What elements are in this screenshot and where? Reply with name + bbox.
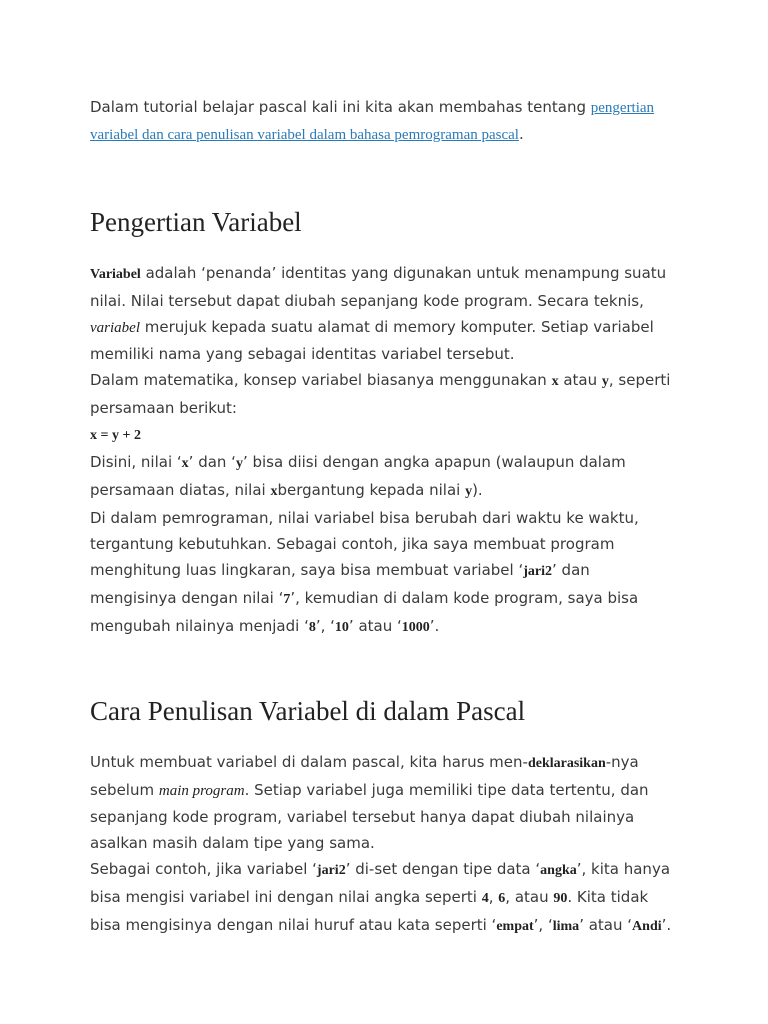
heading-pengertian-variabel: Pengertian Variabel [90, 207, 302, 237]
value-6: 6 [498, 891, 506, 906]
term-variabel: Variabel [90, 267, 141, 282]
text: ’ bisa diisi dengan angka apapun (walaupun dalam persamaan diatas, nilai [90, 453, 626, 499]
var-y: y [601, 374, 609, 389]
text: , [488, 888, 499, 906]
term-main-program: main program [158, 783, 245, 799]
var-x: x [181, 456, 189, 471]
text: ’. [661, 916, 672, 934]
text: ’, kita hanya bisa mengisi variabel ini dengan nilai angka seperti [90, 860, 671, 906]
text: ’. [429, 617, 440, 635]
text: . Setiap variabel juga memiliki tipe data tertentu, dan sepanjang kode program, variabel tersebut hanya dapat diubah nilainya asalkan masih dalam tipe yang sama. [90, 781, 649, 852]
explanation-paragraph [90, 449, 680, 505]
value-andi: Andi [632, 919, 662, 934]
term-deklarasikan: deklarasikan [527, 756, 606, 771]
text: ). [472, 481, 483, 499]
intro-text: Dalam tutorial belajar pascal kali ini kita akan membahas tentang [90, 98, 591, 116]
text: Di dalam pemrograman, nilai variabel bisa berubah dari waktu ke waktu, tergantung kebutuhkan. Sebagai contoh, jika saya membuat program menghitung luas lingkaran, saya bisa membuat variabel ‘ [90, 509, 639, 579]
var-jari2: jari2 [316, 863, 346, 878]
equation: x = y + 2 [90, 428, 141, 443]
text: Sebagai contoh, jika variabel ‘ [90, 860, 317, 878]
value-lima: lima [552, 919, 580, 934]
text: ’, ‘ [315, 617, 335, 635]
var-y: y [465, 484, 473, 499]
term-variabel-italic: variabel [90, 320, 140, 336]
value-empat: empat [496, 919, 534, 934]
text: ’ dan ‘ [188, 453, 236, 471]
text: ’ atau ‘ [348, 617, 402, 635]
declaration-paragraph [90, 749, 680, 856]
text: , atau [505, 888, 554, 906]
var-x: x [551, 374, 559, 389]
text: ’ atau ‘ [579, 916, 633, 934]
type-angka: angka [540, 863, 577, 878]
var-y: y [235, 456, 243, 471]
text: -nya sebelum [90, 753, 639, 799]
definition-paragraph [90, 260, 680, 367]
equation-line [90, 421, 680, 449]
text: . Kita tidak bisa mengisinya dengan nilai huruf atau kata seperti ‘ [90, 888, 649, 934]
value-8: 8 [308, 620, 316, 635]
programming-paragraph [90, 505, 680, 641]
text: adalah ‘penanda’ identitas yang digunakan untuk menampung suatu nilai. Nilai tersebut dapat diubah sepanjang kode program. Secara teknis, [90, 264, 667, 310]
text: ’, kemudian di dalam kode program, saya bisa mengubah nilainya menjadi ‘ [90, 589, 639, 635]
tutorial-link[interactable]: pengertian variabel dan cara penulisan variabel dalam bahasa pemrograman pascal [90, 100, 655, 143]
var-jari2: jari2 [523, 564, 553, 579]
text: , seperti persamaan berikut: [90, 371, 671, 417]
value-1000: 1000 [401, 620, 430, 635]
text: merujuk kepada suatu alamat di memory komputer. Setiap variabel memiliki nama yang sebagai identitas variabel tersebut. [90, 318, 654, 363]
example-paragraph [90, 856, 680, 940]
value-7: 7 [283, 592, 291, 607]
article-content [90, 94, 680, 940]
math-paragraph [90, 367, 680, 421]
text: ’ di-set dengan tipe data ‘ [345, 860, 541, 878]
value-90: 90 [553, 891, 568, 906]
text: Disini, nilai ‘ [90, 453, 182, 471]
text: bergantung kepada nilai [277, 481, 466, 499]
value-10: 10 [334, 620, 349, 635]
value-4: 4 [481, 891, 489, 906]
var-x: x [270, 484, 278, 499]
text: ’ dan mengisinya dengan nilai ‘ [90, 561, 590, 607]
text: atau [558, 371, 602, 389]
intro-paragraph [90, 94, 680, 148]
text: ’, ‘ [533, 916, 553, 934]
heading-cara-penulisan: Cara Penulisan Variabel di dalam Pascal [90, 696, 526, 726]
text: Untuk membuat variabel di dalam pascal, kita harus men- [90, 753, 528, 771]
text: Dalam matematika, konsep variabel biasanya menggunakan [90, 371, 552, 389]
intro-text-end: . [518, 125, 524, 143]
